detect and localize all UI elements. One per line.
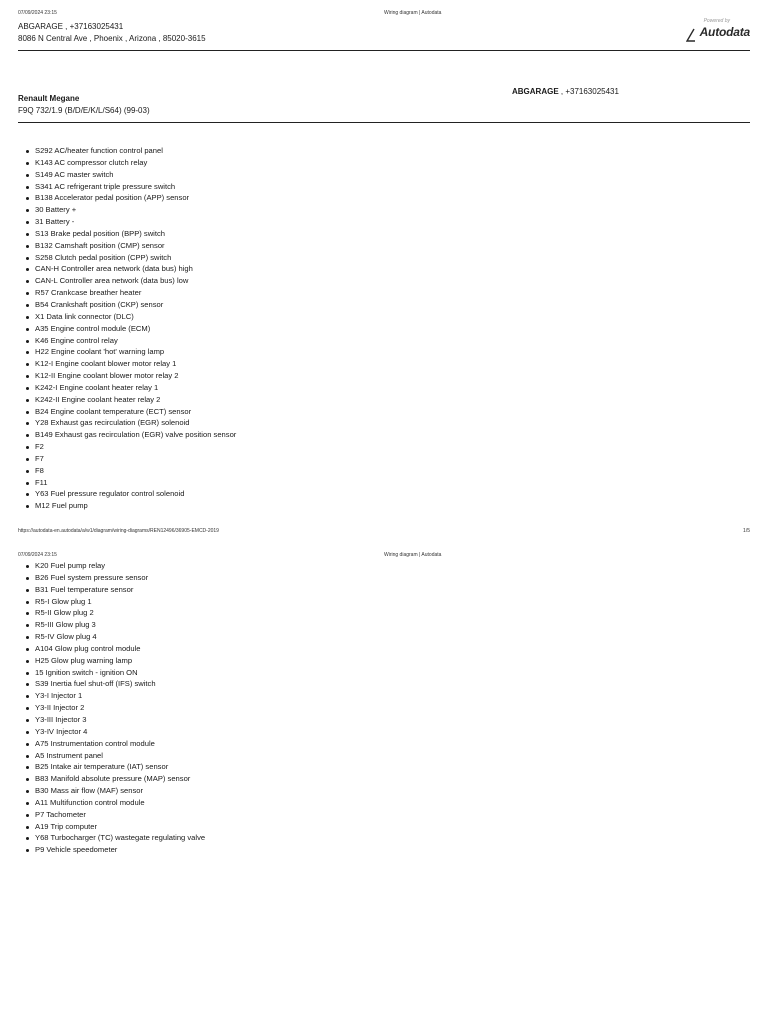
list-item: F7 <box>35 453 236 465</box>
garage-address: 8086 N Central Ave , Phoenix , Arizona , 85020-3615 <box>18 34 206 43</box>
list-item: R5-III Glow plug 3 <box>35 619 205 631</box>
vehicle-divider <box>18 122 750 123</box>
list-item: Y3-III Injector 3 <box>35 714 205 726</box>
document-title: Wiring diagram | Autodata <box>384 10 442 16</box>
list-item: B83 Manifold absolute pressure (MAP) sensor <box>35 773 205 785</box>
list-item: P9 Vehicle speedometer <box>35 844 205 856</box>
list-item: 30 Battery + <box>35 204 236 216</box>
list-item: CAN-H Controller area network (data bus) high <box>35 263 236 275</box>
garage-contact: ABGARAGE , +37163025431 <box>18 22 124 31</box>
list-item: A35 Engine control module (ECM) <box>35 323 236 335</box>
list-item: R57 Crankcase breather heater <box>35 287 236 299</box>
list-item: P7 Tachometer <box>35 809 205 821</box>
list-item: Y3-II Injector 2 <box>35 702 205 714</box>
document-title-page2: Wiring diagram | Autodata <box>384 552 442 558</box>
list-item: S341 AC refrigerant triple pressure switch <box>35 181 236 193</box>
logo-brand: Autodata <box>699 25 750 39</box>
page-number: 1/5 <box>743 528 750 534</box>
list-item: Y3-IV Injector 4 <box>35 726 205 738</box>
component-list-page2 <box>35 560 205 856</box>
list-item: K143 AC compressor clutch relay <box>35 157 236 169</box>
vehicle-info <box>18 94 150 115</box>
list-item: S39 Inertia fuel shut-off (IFS) switch <box>35 678 205 690</box>
list-item: B31 Fuel temperature sensor <box>35 584 205 596</box>
logo-tagline: Powered by <box>703 18 730 24</box>
list-item: F11 <box>35 477 236 489</box>
vehicle-make: Renault Megane <box>18 94 80 103</box>
list-item: R5-II Glow plug 2 <box>35 607 205 619</box>
garage-contact-right <box>512 87 619 96</box>
list-item: K20 Fuel pump relay <box>35 560 205 572</box>
list-item: B25 Intake air temperature (IAT) sensor <box>35 761 205 773</box>
list-item: B24 Engine coolant temperature (ECT) sensor <box>35 406 236 418</box>
list-item: K46 Engine control relay <box>35 335 236 347</box>
list-item: R5-IV Glow plug 4 <box>35 631 205 643</box>
garage-phone: , +37163025431 <box>558 87 619 96</box>
list-item: B30 Mass air flow (MAF) sensor <box>35 785 205 797</box>
list-item: S149 AC master switch <box>35 169 236 181</box>
list-item: A11 Multifunction control module <box>35 797 205 809</box>
component-list-page1 <box>35 145 236 512</box>
list-item: A5 Instrument panel <box>35 750 205 762</box>
print-timestamp: 07/09/2024 23:15 <box>18 10 57 16</box>
list-item: A104 Glow plug control module <box>35 643 205 655</box>
list-item: 31 Battery - <box>35 216 236 228</box>
list-item: 15 Ignition switch - ignition ON <box>35 667 205 679</box>
list-item: B26 Fuel system pressure sensor <box>35 572 205 584</box>
autodata-logo <box>686 18 750 42</box>
header-divider <box>18 50 750 51</box>
list-item: A19 Trip computer <box>35 821 205 833</box>
list-item: CAN-L Controller area network (data bus) low <box>35 275 236 287</box>
list-item: Y63 Fuel pressure regulator control solenoid <box>35 488 236 500</box>
list-item: B138 Accelerator pedal position (APP) sensor <box>35 192 236 204</box>
list-item: B149 Exhaust gas recirculation (EGR) valve position sensor <box>35 430 237 440</box>
garage-name: ABGARAGE <box>512 87 559 96</box>
list-item: K12-II Engine coolant blower motor relay 2 <box>35 370 236 382</box>
list-item: Y68 Turbocharger (TC) wastegate regulating valve <box>35 833 206 843</box>
list-item: K242-II Engine coolant heater relay 2 <box>35 394 236 406</box>
list-item: S258 Clutch pedal position (CPP) switch <box>35 252 236 264</box>
list-item: S13 Brake pedal position (BPP) switch <box>35 228 236 240</box>
list-item: Y3-I Injector 1 <box>35 690 205 702</box>
logo-swoosh-icon <box>686 28 696 42</box>
footer-url: https://autodata-en.autodata/a/w1/diagram/wiring-diagrams/REN12496/36905-EMCD-2019 <box>18 528 219 534</box>
list-item: H25 Glow plug warning lamp <box>35 655 205 667</box>
list-item: A75 Instrumentation control module <box>35 738 205 750</box>
list-item: F8 <box>35 465 236 477</box>
list-item: K242-I Engine coolant heater relay 1 <box>35 382 236 394</box>
list-item: X1 Data link connector (DLC) <box>35 311 236 323</box>
list-item: R5-I Glow plug 1 <box>35 596 205 608</box>
print-timestamp-page2: 07/09/2024 23:15 <box>18 552 57 558</box>
list-item: B54 Crankshaft position (CKP) sensor <box>35 299 236 311</box>
list-item: M12 Fuel pump <box>35 500 236 512</box>
list-item: K12-I Engine coolant blower motor relay 1 <box>35 358 236 370</box>
list-item: S292 AC/heater function control panel <box>35 145 236 157</box>
vehicle-engine: F9Q 732/1.9 (B/D/E/K/L/S64) (99-03) <box>18 106 150 115</box>
list-item: Y28 Exhaust gas recirculation (EGR) solenoid <box>35 417 236 429</box>
list-item: H22 Engine coolant 'hot' warning lamp <box>35 346 236 358</box>
list-item: F2 <box>35 441 236 453</box>
list-item: B132 Camshaft position (CMP) sensor <box>35 240 236 252</box>
